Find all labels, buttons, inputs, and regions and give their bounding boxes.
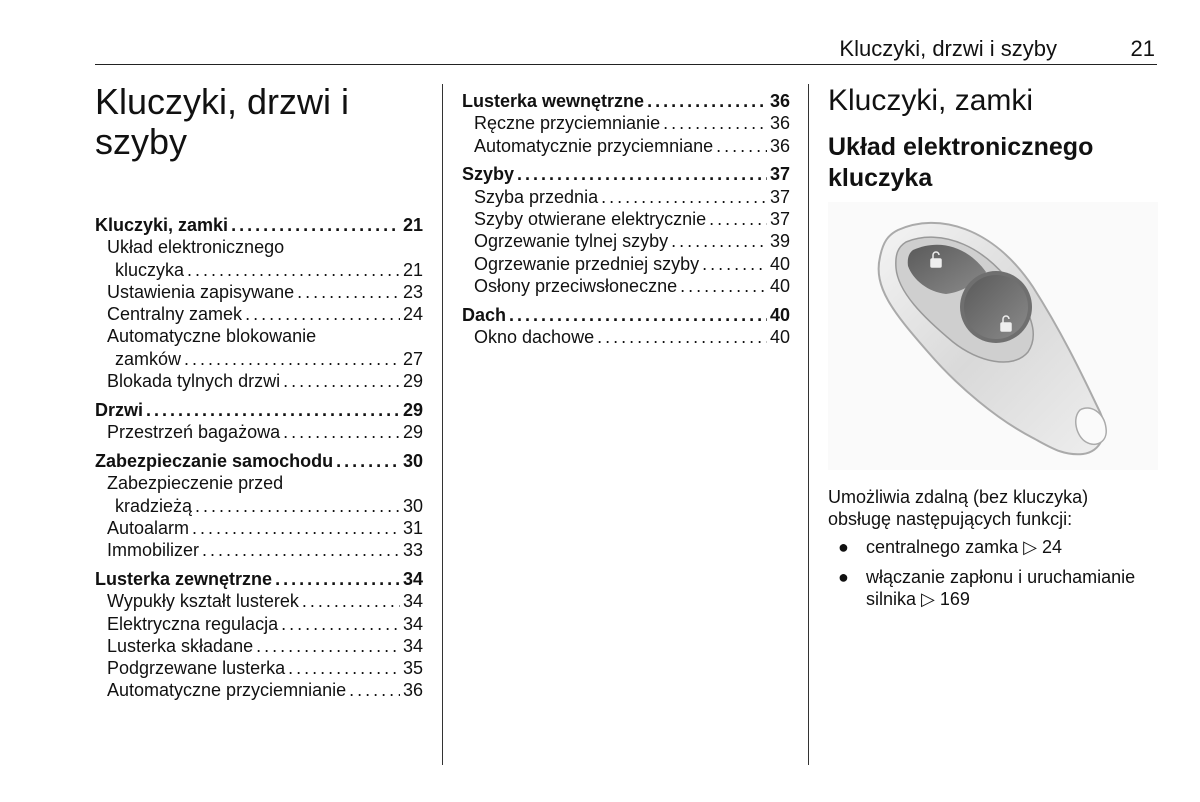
toc-entry[interactable] — [462, 90, 790, 112]
toc-entry[interactable] — [95, 679, 423, 701]
toc-entry[interactable] — [95, 214, 423, 236]
toc-entry[interactable] — [462, 163, 790, 185]
column-divider — [442, 84, 443, 765]
toc-entry-title: Ogrzewanie tylnej szyby — [474, 231, 669, 252]
toc-entry-page: 34 — [402, 591, 423, 612]
toc-leader-dots — [281, 613, 400, 635]
toc-entry-page: 40 — [769, 253, 790, 274]
toc-entry-title: kradzieżą — [115, 495, 193, 516]
toc-leader-dots — [283, 370, 400, 392]
toc-leader-dots — [275, 568, 400, 590]
toc-entry-page: 34 — [402, 613, 423, 634]
toc-entry-page: 40 — [769, 304, 790, 325]
toc-entry-page: 21 — [402, 215, 423, 235]
toc-leader-dots — [146, 399, 400, 421]
toc-leader-dots — [517, 163, 767, 185]
section-title: Kluczyki, zamki — [828, 84, 1034, 117]
toc-entry[interactable] — [95, 281, 423, 303]
toc-entry-title: Okno dachowe — [474, 326, 595, 347]
toc-entry[interactable] — [95, 635, 423, 657]
toc-entry-title: Automatycznie przyciemniane — [474, 135, 714, 156]
toc-entry[interactable] — [95, 259, 423, 281]
toc-entry[interactable] — [95, 590, 423, 612]
toc-entry-page: 37 — [769, 208, 790, 229]
toc-entry-title: Lusterka wewnętrzne — [462, 91, 645, 111]
toc-entry-page: 36 — [769, 135, 790, 156]
key-fob-image — [828, 202, 1158, 470]
toc-entry[interactable] — [95, 539, 423, 561]
toc-entry-page: 30 — [402, 495, 423, 516]
toc-leader-dots — [184, 348, 400, 370]
toc-leader-dots — [302, 590, 400, 612]
page-header — [95, 30, 1157, 65]
toc-leader-dots — [716, 135, 767, 157]
toc-entry-title: Centralny zamek — [107, 304, 243, 325]
body-paragraph: Umożliwia zdalną (bez kluczyka) obsługę następujących funkcji: — [828, 487, 1089, 529]
toc-leader-dots — [283, 421, 400, 443]
toc-entry[interactable] — [462, 186, 790, 208]
reference-arrow-icon: ▷ — [921, 589, 940, 609]
bullet-item — [838, 566, 1136, 609]
toc-entry[interactable] — [95, 421, 423, 443]
toc-entry-page: 37 — [769, 164, 790, 185]
toc-entry-title: Ręczne przyciemnianie — [474, 113, 661, 134]
toc-entry-title: Wypukły kształt lusterek — [107, 591, 299, 612]
toc-entry-title: Przestrzeń bagażowa — [107, 422, 281, 443]
toc-entry-page: 34 — [402, 635, 423, 656]
toc-leader-dots — [680, 275, 767, 297]
toc-entry-page: 37 — [769, 186, 790, 207]
subsection-title: Układ elektronicznego kluczyka — [828, 133, 1094, 192]
toc-entry-title: Ustawienia zapisywane — [107, 281, 295, 302]
toc-entry-title: Immobilizer — [107, 540, 200, 561]
toc-leader-dots — [336, 450, 400, 472]
toc-entry[interactable] — [462, 135, 790, 157]
toc-entry-title: Automatyczne przyciemnianie — [107, 680, 347, 701]
toc-entry-title: kluczyka — [115, 259, 185, 280]
toc-leader-dots — [709, 208, 767, 230]
bullet-item — [838, 536, 1062, 558]
toc-leader-dots — [601, 186, 767, 208]
toc-leader-dots — [195, 495, 400, 517]
toc-entry[interactable] — [95, 370, 423, 392]
column-divider — [808, 84, 809, 765]
toc-entry[interactable] — [462, 112, 790, 134]
toc-entry-title: Zabezpieczenie przed — [107, 473, 284, 494]
toc-entry-title: Ogrzewanie przedniej szyby — [474, 253, 700, 274]
toc-entry[interactable] — [95, 303, 423, 325]
toc-entry[interactable] — [95, 236, 423, 258]
toc-leader-dots — [256, 635, 400, 657]
toc-entry[interactable] — [95, 657, 423, 679]
toc-entry-page: 31 — [402, 517, 423, 538]
toc-entry-page: 23 — [402, 281, 423, 302]
reference-arrow-icon: ▷ — [1023, 537, 1042, 557]
toc-entry[interactable] — [462, 208, 790, 230]
toc-entry-page: 35 — [402, 658, 423, 679]
toc-entry-title: Układ elektronicznego — [107, 237, 285, 258]
toc-leader-dots — [192, 517, 400, 539]
toc-entry-page: 29 — [402, 371, 423, 392]
toc-leader-dots — [671, 230, 767, 252]
bullet-text: centralnego zamka — [866, 537, 1024, 557]
toc-entry-title: Szyba przednia — [474, 186, 599, 207]
toc-entry-title: Podgrzewane lusterka — [107, 658, 286, 679]
toc-leader-dots — [702, 253, 767, 275]
header-title: Kluczyki, drzwi i szyby — [839, 36, 1057, 61]
toc-entry[interactable] — [95, 568, 423, 590]
toc-middle — [462, 90, 790, 348]
toc-entry-title: Lusterka zewnętrzne — [95, 568, 273, 589]
toc-entry[interactable] — [462, 253, 790, 275]
toc-entry-page: 36 — [769, 91, 790, 111]
toc-entry[interactable] — [462, 326, 790, 348]
toc-entry-page: 21 — [402, 259, 423, 280]
toc-entry[interactable] — [95, 517, 423, 539]
toc-entry-title: Elektryczna regulacja — [107, 613, 279, 634]
page-reference[interactable]: 169 — [939, 589, 970, 609]
toc-entry-title: Szyby — [462, 164, 515, 185]
toc-entry-title: Szyby otwierane elektrycznie — [474, 208, 707, 229]
toc-entry[interactable] — [95, 472, 423, 494]
toc-entry-title: Lusterka składane — [107, 635, 254, 656]
page-reference[interactable]: 24 — [1041, 537, 1062, 557]
bullet-dot-icon: ● — [838, 537, 849, 557]
bullet-dot-icon: ● — [838, 567, 849, 587]
toc-entry[interactable] — [462, 230, 790, 252]
toc-entry-title: Osłony przeciwsłoneczne — [474, 275, 678, 296]
toc-entry[interactable] — [95, 450, 423, 472]
toc-leader-dots — [288, 657, 400, 679]
toc-entry[interactable] — [95, 348, 423, 370]
toc-leader-dots — [202, 539, 400, 561]
toc-entry-title: Drzwi — [95, 399, 144, 420]
toc-entry-title: Automatyczne blokowanie — [107, 326, 317, 347]
toc-entry-title: Zabezpieczanie samochodu — [95, 450, 334, 471]
toc-entry-page: 27 — [402, 348, 423, 369]
toc-entry-title: Blokada tylnych drzwi — [107, 371, 281, 392]
toc-leader-dots — [245, 303, 400, 325]
toc-entry-page: 40 — [769, 326, 790, 347]
toc-entry[interactable] — [95, 399, 423, 421]
page-number: 21 — [1130, 36, 1155, 61]
toc-entry[interactable] — [95, 325, 423, 347]
toc-leader-dots — [647, 90, 767, 112]
toc-entry[interactable] — [462, 275, 790, 297]
toc-leader-dots — [663, 112, 767, 134]
toc-entry[interactable] — [95, 495, 423, 517]
toc-entry-page: 30 — [402, 450, 423, 471]
toc-left — [95, 214, 423, 702]
toc-leader-dots — [509, 304, 767, 326]
toc-entry-page: 34 — [402, 568, 423, 589]
toc-entry-page: 39 — [769, 231, 790, 252]
toc-entry-page: 40 — [769, 275, 790, 296]
chapter-title: Kluczyki, drzwi i szyby — [95, 81, 350, 162]
toc-entry-title: zamków — [115, 348, 182, 369]
toc-leader-dots — [297, 281, 400, 303]
toc-entry-title: Autoalarm — [107, 517, 190, 538]
toc-entry-page: 29 — [402, 399, 423, 420]
toc-entry-page: 33 — [402, 540, 423, 561]
toc-entry-page: 29 — [402, 422, 423, 443]
toc-entry-title: Kluczyki, zamki — [95, 215, 229, 235]
toc-entry-page: 36 — [769, 113, 790, 134]
toc-entry-page: 36 — [402, 680, 423, 701]
toc-leader-dots — [231, 214, 400, 236]
toc-leader-dots — [187, 259, 400, 281]
toc-entry[interactable] — [462, 304, 790, 326]
toc-leader-dots — [349, 679, 400, 701]
toc-leader-dots — [597, 326, 767, 348]
toc-entry-page: 24 — [402, 304, 423, 325]
bullet-text: włączanie zapłonu i uruchamianie silnika — [866, 567, 1136, 609]
toc-entry[interactable] — [95, 613, 423, 635]
toc-entry-title: Dach — [462, 304, 507, 325]
